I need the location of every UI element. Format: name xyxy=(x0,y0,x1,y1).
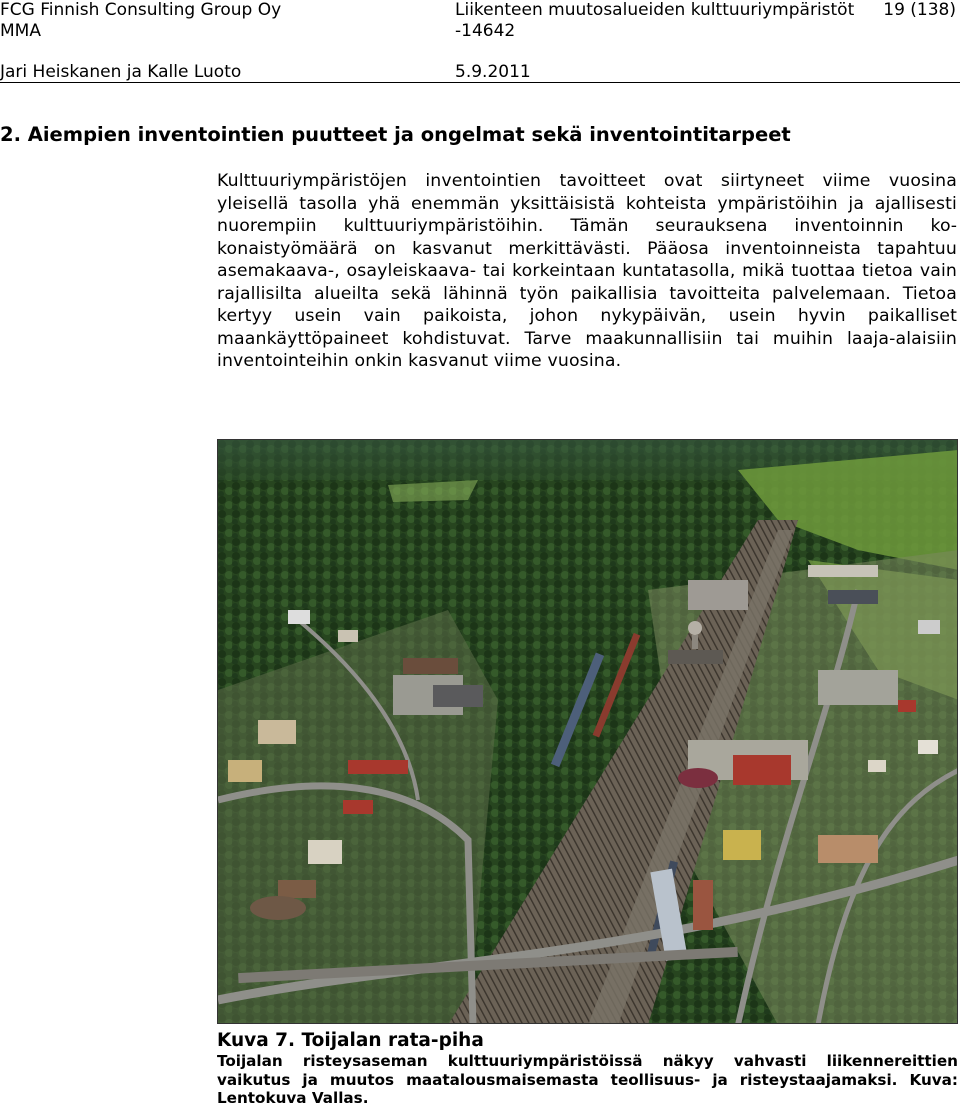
header-divider xyxy=(0,82,960,83)
aerial-photo-toijala-railyard xyxy=(217,439,958,1024)
header-authors: Jari Heiskanen ja Kalle Luoto xyxy=(0,62,242,82)
header-company: FCG Finnish Consulting Group Oy xyxy=(0,0,282,20)
header-page-number: 19 (138) xyxy=(883,0,956,20)
header-company-unit: MMA xyxy=(0,21,41,41)
header-report-number: -14642 xyxy=(455,21,516,41)
section-paragraph: Kulttuuriympäristöjen inventointien tavoitteet ovat siirtyneet viime vuosina yleisellä tasolla yhä enemmän yksittäisistä kohteista ympäristöihin ja ajallisesti nuorempiin kulttuuriympäristöihin. Tämän seurauksena inventoinnin kokonaistyömäärä on kasvanut merkittävästi. Pääosa inventoinneista tapahtuu asemakaava-, osayleiskaava- tai korkeintaan kuntatasolla, mikä tuottaa tietoa vain rajallisilta alueilta sekä lähinnä työn paikallisia tavoitteita palvelemaan. Tietoa kertyy usein vain paikoista, johon nykypäivän, usein hyvin paikalliset maankäyttöpaineet kohdistuvat. Tarve maakunnallisiin tai muihin laaja-alaisiin inventointeihin onkin kasvanut viime vuosina. xyxy=(217,171,957,371)
section-heading: 2. Aiempien inventointien puutteet ja ongelmat sekä inventointitarpeet xyxy=(0,123,791,146)
figure-caption-title: Kuva 7. Toijalan rata-piha xyxy=(217,1030,484,1051)
figure-caption-text: Toijalan risteysaseman kulttuuriympäristöissä näkyy vahvasti liikennereittien vaikutus ja muutos maatalousmaisemasta teollisuus- ja risteystaajamaksi. Kuva: Lentokuva Vallas. xyxy=(217,1052,958,1107)
header-date: 5.9.2011 xyxy=(455,62,531,82)
header-report-title: Liikenteen muutosalueiden kulttuuriympäristöt xyxy=(455,0,855,20)
